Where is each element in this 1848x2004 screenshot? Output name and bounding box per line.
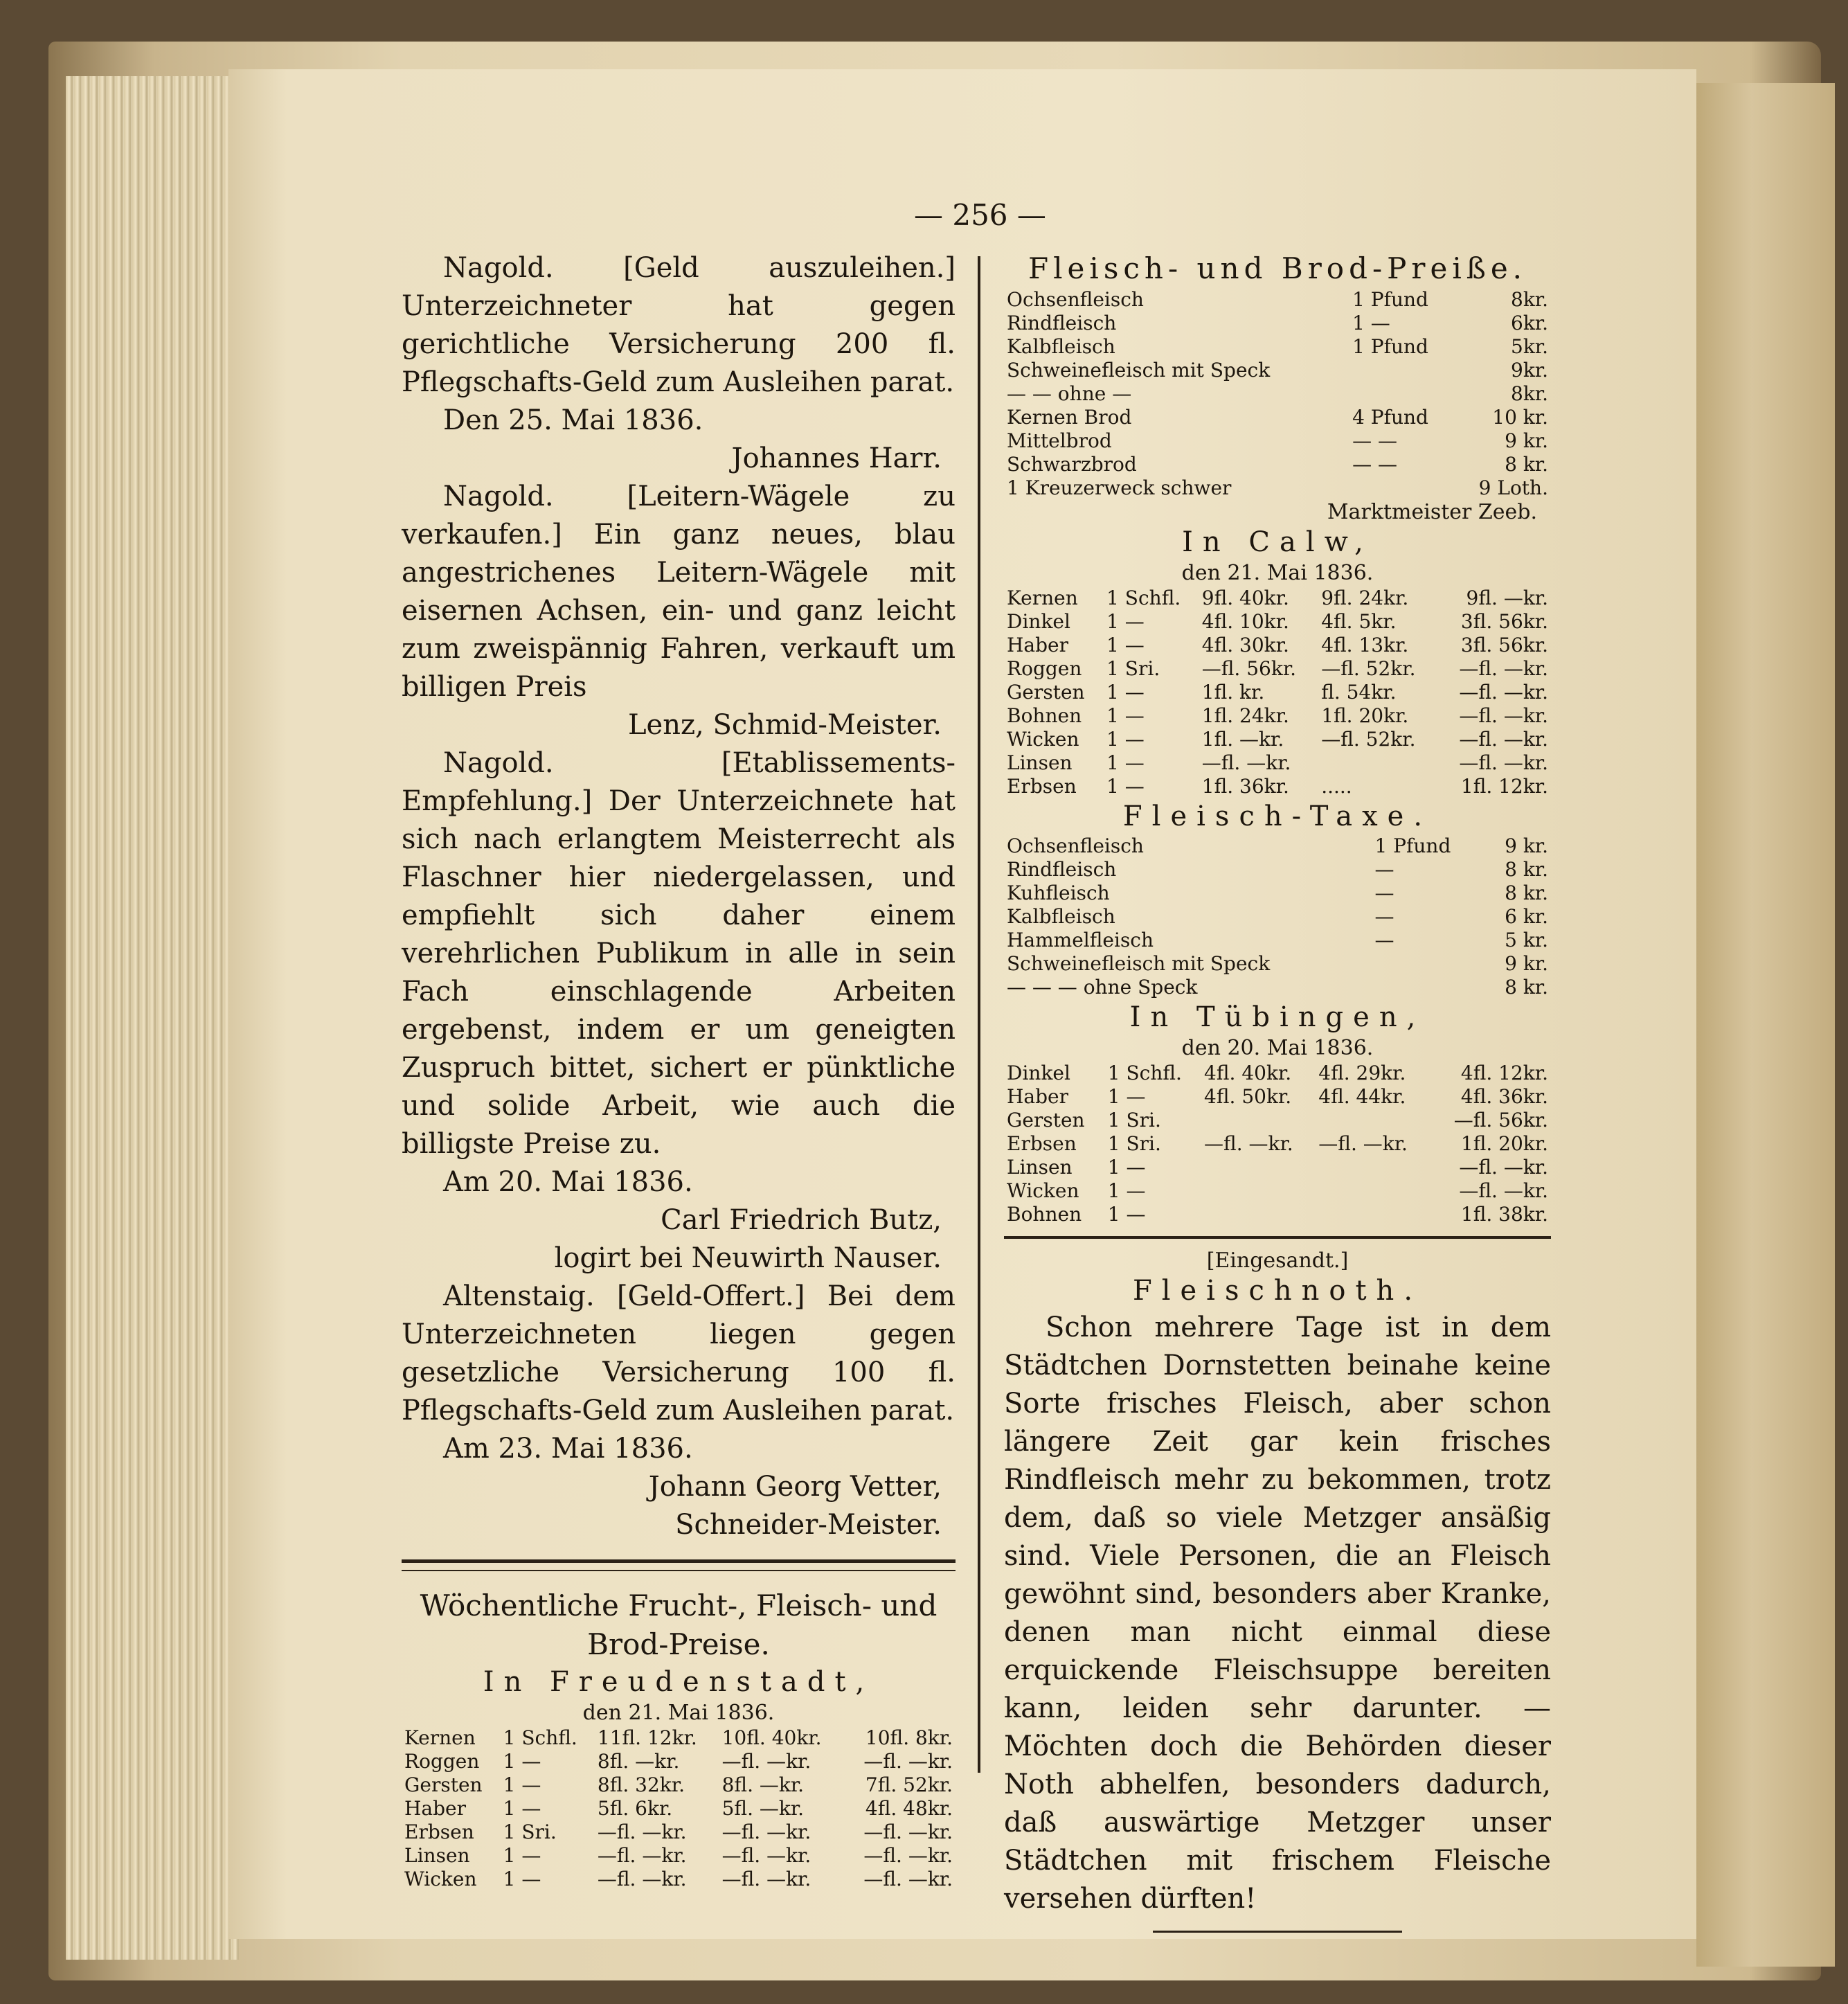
row-label: Dinkel <box>1007 1062 1070 1084</box>
row-value: 5kr. <box>1511 335 1548 358</box>
row-label: Schwarzbrod <box>1007 453 1137 476</box>
row-value: —fl. —kr. <box>721 1750 811 1773</box>
row-value <box>1349 476 1455 500</box>
table-row <box>1004 834 1551 858</box>
table-row <box>1004 453 1551 476</box>
row-value: —fl. —kr. <box>721 1820 811 1843</box>
row-value: 1 — <box>1107 1085 1146 1108</box>
submitted-title: Fleischnoth. <box>1132 1275 1423 1307</box>
weekly-prices <box>402 1586 956 1891</box>
table-row <box>1004 775 1551 798</box>
row-value: 8 kr. <box>1505 882 1548 904</box>
ad-geld-offert <box>402 1278 956 1544</box>
row-value: —fl. 52kr. <box>1321 728 1416 751</box>
row-value: 1 — <box>503 1773 541 1796</box>
row-value: — <box>1374 882 1394 904</box>
row-label: Kalbfleisch <box>1007 335 1115 358</box>
next-page-edge <box>1696 83 1835 1967</box>
meat-tax-title: Fleisch-Taxe. <box>1122 800 1433 832</box>
calw-price-table <box>1004 587 1551 798</box>
row-label: 1 Kreuzerweck schwer <box>1007 476 1232 499</box>
row-value: 1 — <box>1106 681 1145 704</box>
table-row <box>1004 610 1551 634</box>
row-value: 1 — <box>1106 704 1145 727</box>
page-number: — 256 — <box>914 198 1046 232</box>
table-row <box>1004 905 1551 929</box>
row-value: 4fl. 50kr. <box>1204 1085 1292 1108</box>
row-value: —fl. —kr. <box>1459 751 1548 774</box>
row-value: 3fl. 56kr. <box>1460 610 1548 633</box>
table-row <box>1004 1156 1551 1179</box>
table-row <box>1004 406 1551 429</box>
row-value: 1 Sri. <box>1106 657 1160 680</box>
row-label: Dinkel <box>1007 610 1070 633</box>
row-value: 1 — <box>1106 728 1145 751</box>
ad-date: Am 20. Mai 1836. <box>443 1166 693 1198</box>
ad-signature: Johann Georg Vetter, <box>648 1471 942 1503</box>
row-value: 11fl. 12kr. <box>597 1726 697 1749</box>
table-row <box>402 1750 956 1773</box>
ad-signature: Lenz, Schmid-Meister. <box>627 709 942 741</box>
row-value: 9 Loth. <box>1478 476 1548 499</box>
row-value: 1 Sri. <box>503 1820 557 1843</box>
row-value: 6kr. <box>1511 312 1548 334</box>
row-label: Gersten <box>1007 1109 1085 1131</box>
row-label: Gersten <box>1007 681 1085 704</box>
table-row <box>1004 1062 1551 1085</box>
row-value: 1fl. 36kr. <box>1201 775 1289 798</box>
row-value: —fl. —kr. <box>863 1844 953 1867</box>
row-label: Gersten <box>404 1773 483 1796</box>
row-value: 4fl. 5kr. <box>1321 610 1397 633</box>
row-value: 1 — <box>503 1868 541 1890</box>
row-value <box>1201 1156 1316 1179</box>
row-label: Wicken <box>404 1868 477 1890</box>
row-value <box>1316 1203 1430 1226</box>
row-value: —fl. 56kr. <box>1453 1109 1548 1131</box>
row-value: 8fl. 32kr. <box>597 1773 685 1796</box>
table-row <box>1004 587 1551 610</box>
row-value: —fl. —kr. <box>1459 1179 1548 1202</box>
row-value: 6 kr. <box>1505 905 1548 928</box>
row-value <box>1372 976 1483 999</box>
row-value: 9fl. 40kr. <box>1201 587 1289 609</box>
row-value: 9 kr. <box>1505 834 1548 857</box>
table-row <box>402 1844 956 1868</box>
row-value: 8fl. —kr. <box>597 1750 680 1773</box>
table-row <box>1004 429 1551 453</box>
row-value: 4fl. 40kr. <box>1204 1062 1292 1084</box>
row-label: Kernen <box>404 1726 476 1749</box>
row-value: —fl. 52kr. <box>1321 657 1416 680</box>
weekly-title: Wöchentliche Frucht-, Fleisch- und Brod-Preise. <box>420 1589 938 1661</box>
row-value <box>1316 1109 1430 1132</box>
ad-signature: Johannes Harr. <box>731 442 942 474</box>
row-label: Bohnen <box>1007 704 1082 727</box>
row-value <box>1318 751 1437 775</box>
row-value: 5fl. 6kr. <box>597 1797 673 1820</box>
calw-place: In Calw, <box>1182 526 1373 558</box>
table-row <box>1004 657 1551 681</box>
ad-date: Den 25. Mai 1836. <box>443 404 703 436</box>
row-label: Haber <box>404 1797 466 1820</box>
row-label: Rindfleisch <box>1007 312 1117 334</box>
row-value: 4fl. 44kr. <box>1318 1085 1406 1108</box>
ad-text: Nagold. [Leitern-Wägele zu verkaufen.] Ein ganz neues, blau angestrichenes Leitern-Wägele mit eisernen Achsen, ein- und ganz leicht zum zweispännig Fahren, verkauft um billigen Preis <box>402 481 956 703</box>
section-rule <box>402 1559 956 1571</box>
row-label: Erbsen <box>1007 1132 1077 1155</box>
row-value: 1fl. kr. <box>1201 681 1265 704</box>
row-label: Haber <box>1007 634 1068 656</box>
row-value: 1 Pfund <box>1352 335 1428 358</box>
table-row <box>402 1797 956 1820</box>
row-value: —fl. —kr. <box>1318 1132 1408 1155</box>
row-value: 10fl. 8kr. <box>865 1726 953 1749</box>
row-value: 1 — <box>1352 312 1390 334</box>
row-label: — — — ohne Speck <box>1007 976 1198 999</box>
table-row <box>1004 882 1551 905</box>
row-value: ..... <box>1321 775 1352 798</box>
table-row <box>402 1868 956 1891</box>
row-value: 4fl. 30kr. <box>1201 634 1289 656</box>
row-label: Kuhfleisch <box>1007 882 1110 904</box>
row-value: 5 kr. <box>1505 929 1548 951</box>
meat-tax-table <box>1004 834 1551 999</box>
row-label: Rindfleisch <box>1007 858 1117 881</box>
table-row <box>1004 858 1551 882</box>
row-value: 9 kr. <box>1505 952 1548 975</box>
row-value: —fl. —kr. <box>597 1868 687 1890</box>
row-value <box>1316 1156 1430 1179</box>
column-divider <box>978 256 980 1773</box>
row-label: Kalbfleisch <box>1007 905 1115 928</box>
row-value: fl. 54kr. <box>1321 681 1397 704</box>
row-value: 1 Sri. <box>1107 1132 1161 1155</box>
row-value: 1 — <box>1106 610 1145 633</box>
row-label: Roggen <box>404 1750 480 1773</box>
right-column <box>1004 249 1551 1915</box>
row-label: Kernen <box>1007 587 1078 609</box>
row-label: — — ohne — <box>1007 382 1132 405</box>
ad-signature-line-2: Schneider-Meister. <box>675 1509 942 1541</box>
ad-signature: Carl Friedrich Butz, <box>661 1204 942 1236</box>
row-label: Ochsenfleisch <box>1007 834 1144 857</box>
meat-bread-table <box>1004 288 1551 500</box>
row-value: 8kr. <box>1511 382 1548 405</box>
weekly-price-table <box>402 1726 956 1891</box>
row-value: 1 Schfl. <box>1107 1062 1182 1084</box>
row-value: 8fl. —kr. <box>721 1773 805 1796</box>
row-value: 10fl. 40kr. <box>721 1726 822 1749</box>
row-label: Hammelfleisch <box>1007 929 1154 951</box>
table-row <box>1004 751 1551 775</box>
row-value <box>1316 1179 1430 1203</box>
row-value: —fl. —kr. <box>597 1844 687 1867</box>
meat-bread-signature: Marktmeister Zeeb. <box>1327 500 1537 524</box>
row-value: 1fl. 20kr. <box>1460 1132 1548 1155</box>
ad-text: Nagold. [Etablissements-Empfehlung.] Der Unterzeichnete hat sich nach erlangtem Meisterrecht als Flaschner hier niedergelassen, und empfiehlt sich daher einem verehrlichen Publikum in alle in sein Fach einschlagende Arbeiten ergebenst, indem er um geneigten Zuspruch bittet, sichert er pünktliche und solide Arbeit, wie auch die billigste Preise zu. <box>402 747 956 1160</box>
row-value <box>1201 1179 1316 1203</box>
row-label: Erbsen <box>1007 775 1077 798</box>
left-column <box>402 249 956 1890</box>
row-value: 8kr. <box>1511 288 1548 311</box>
row-label: Linsen <box>404 1844 470 1867</box>
row-value: 1 — <box>503 1797 541 1820</box>
ad-text: Altenstaig. [Geld-Offert.] Bei dem Unterzeichneten liegen gegen gesetzliche Versicherung 100 fl. Pflegschafts-Geld zum Ausleihen parat. <box>402 1280 956 1426</box>
row-value: —fl. —kr. <box>863 1820 953 1843</box>
row-label: Schweinefleisch mit Speck <box>1007 952 1271 975</box>
row-value <box>1349 359 1455 382</box>
row-value: —fl. —kr. <box>1201 751 1291 774</box>
row-value: 1 — <box>1107 1203 1146 1226</box>
row-value: —fl. —kr. <box>1459 681 1548 704</box>
row-value: —fl. —kr. <box>1459 704 1548 727</box>
row-value: 1 Schfl. <box>1106 587 1181 609</box>
ad-geld-auszuleihen <box>402 249 956 478</box>
tuebingen-place: In Tübingen, <box>1129 1001 1426 1033</box>
table-row <box>1004 312 1551 335</box>
row-value: 8 kr. <box>1505 858 1548 881</box>
row-label: Haber <box>1007 1085 1068 1108</box>
row-value: 1fl. 12kr. <box>1460 775 1548 798</box>
table-row <box>1004 929 1551 952</box>
ad-leitern-waegele <box>402 478 956 744</box>
row-label: Kernen Brod <box>1007 406 1132 429</box>
row-label: Bohnen <box>1007 1203 1082 1226</box>
row-value: 9fl. —kr. <box>1466 587 1548 609</box>
row-value: —fl. —kr. <box>1459 1156 1548 1179</box>
row-value: —fl. —kr. <box>863 1868 953 1890</box>
row-value: —fl. —kr. <box>721 1844 811 1867</box>
row-value: 1 — <box>1107 1156 1146 1179</box>
row-value: 4fl. 29kr. <box>1318 1062 1406 1084</box>
row-value: —fl. —kr. <box>1459 728 1548 751</box>
tuebingen-price-table <box>1004 1062 1551 1226</box>
table-row <box>1004 1085 1551 1109</box>
row-value: 4fl. 10kr. <box>1201 610 1289 633</box>
row-value: —fl. —kr. <box>1459 657 1548 680</box>
table-row <box>1004 335 1551 359</box>
table-row <box>1004 359 1551 382</box>
table-row <box>1004 1109 1551 1132</box>
table-row <box>402 1773 956 1797</box>
row-value: — — <box>1352 453 1397 476</box>
row-value: 7fl. 52kr. <box>865 1773 953 1796</box>
row-value: — <box>1374 858 1394 881</box>
submitted-label: [Eingesandt.] <box>1206 1249 1349 1273</box>
row-label: Wicken <box>1007 1179 1079 1202</box>
row-value: 3fl. 56kr. <box>1460 634 1548 656</box>
page-edges <box>66 76 239 1960</box>
row-label: Mittelbrod <box>1007 429 1112 452</box>
row-value: 9 kr. <box>1505 429 1548 452</box>
row-value: 1fl. —kr. <box>1201 728 1284 751</box>
row-value: 8 kr. <box>1505 976 1548 999</box>
row-value: 4fl. 13kr. <box>1321 634 1409 656</box>
row-value: 10 kr. <box>1492 406 1548 429</box>
ad-text: Nagold. [Geld auszuleihen.] Unterzeichneter hat gegen gerichtliche Versicherung 200 fl. Pflegschafts-Geld zum Ausleihen parat. <box>402 252 956 398</box>
table-row <box>1004 1203 1551 1226</box>
row-label: Roggen <box>1007 657 1082 680</box>
ad-etablissements-empfehlung <box>402 744 956 1278</box>
row-value: —fl. 56kr. <box>1201 657 1297 680</box>
submitted-text: Schon mehrere Tage ist in dem Städtchen Dornstetten beinahe keine Sorte frisches Fleisch, aber schon längere Zeit gar kein frisches Rindfleisch mehr zu bekommen, trotz dem, daß so viele Metzger ansäßig sind. Viele Personen, die an Fleisch gewöhnt sind, besonders aber Kranke, denen man nicht einmal diese erquickende Fleischsuppe bereiten kann, leiden sehr darunter. — Möchten doch die Behörden dieser Noth abhelfen, besonders dadurch, daß auswärtige Metzger unser Städtchen mit frischem Fleische versehen dürften! <box>1004 1312 1551 1915</box>
table-row <box>1004 476 1551 500</box>
row-value: —fl. —kr. <box>597 1820 687 1843</box>
row-value: 4fl. 36kr. <box>1460 1085 1548 1108</box>
row-value: 1 — <box>503 1750 541 1773</box>
row-value: 4 Pfund <box>1352 406 1428 429</box>
row-label: Wicken <box>1007 728 1079 751</box>
row-value <box>1349 382 1455 406</box>
row-label: Linsen <box>1007 751 1073 774</box>
row-value: 9kr. <box>1511 359 1548 382</box>
table-row <box>1004 382 1551 406</box>
row-label: Ochsenfleisch <box>1007 288 1144 311</box>
table-row <box>1004 681 1551 704</box>
row-value: 8 kr. <box>1505 453 1548 476</box>
tuebingen-date: den 20. Mai 1836. <box>1181 1036 1374 1060</box>
row-value: 1 — <box>1106 775 1145 798</box>
row-value <box>1372 952 1483 976</box>
row-label: Linsen <box>1007 1156 1073 1179</box>
table-row <box>1004 952 1551 976</box>
row-value: 1fl. 38kr. <box>1460 1203 1548 1226</box>
row-value: 9fl. 24kr. <box>1321 587 1409 609</box>
row-value: 1fl. 20kr. <box>1321 704 1409 727</box>
weekly-date: den 21. Mai 1836. <box>582 1701 775 1725</box>
table-row <box>1004 704 1551 728</box>
row-value: —fl. —kr. <box>721 1868 811 1890</box>
row-value: 4fl. 48kr. <box>865 1797 953 1820</box>
end-rule <box>1153 1931 1402 1933</box>
row-value: 1 Schfl. <box>503 1726 577 1749</box>
row-value: 4fl. 12kr. <box>1460 1062 1548 1084</box>
row-value: 1 Pfund <box>1352 288 1428 311</box>
row-value: — <box>1374 929 1394 951</box>
ad-date: Am 23. Mai 1836. <box>443 1433 693 1465</box>
row-value: 1 — <box>503 1844 541 1867</box>
row-value: —fl. —kr. <box>863 1750 953 1773</box>
row-value: 5fl. —kr. <box>721 1797 805 1820</box>
row-value: 1fl. 24kr. <box>1201 704 1289 727</box>
weekly-place: In Freudenstadt, <box>483 1666 874 1698</box>
section-rule <box>1004 1236 1551 1239</box>
row-value: —fl. —kr. <box>1204 1132 1293 1155</box>
row-value: 1 — <box>1106 751 1145 774</box>
ad-signature-line-2: logirt bei Neuwirth Nauser. <box>554 1242 942 1274</box>
row-value: — — <box>1352 429 1397 452</box>
table-row <box>1004 728 1551 751</box>
table-row <box>1004 1132 1551 1156</box>
table-row <box>1004 1179 1551 1203</box>
row-label: Erbsen <box>404 1820 474 1843</box>
row-value: 1 Pfund <box>1374 834 1451 857</box>
table-row <box>402 1726 956 1750</box>
meat-bread-title: Fleisch- und Brod-Preiße. <box>1028 251 1527 285</box>
row-value: — <box>1374 905 1394 928</box>
table-row <box>1004 634 1551 657</box>
row-label: Schweinefleisch mit Speck <box>1007 359 1271 382</box>
row-value: 1 Sri. <box>1107 1109 1161 1131</box>
row-value <box>1201 1203 1316 1226</box>
row-value <box>1201 1109 1316 1132</box>
row-value: 1 — <box>1107 1179 1146 1202</box>
row-value: 1 — <box>1106 634 1145 656</box>
table-row <box>1004 976 1551 999</box>
table-row <box>1004 288 1551 312</box>
table-row <box>402 1820 956 1844</box>
calw-date: den 21. Mai 1836. <box>1181 561 1374 585</box>
